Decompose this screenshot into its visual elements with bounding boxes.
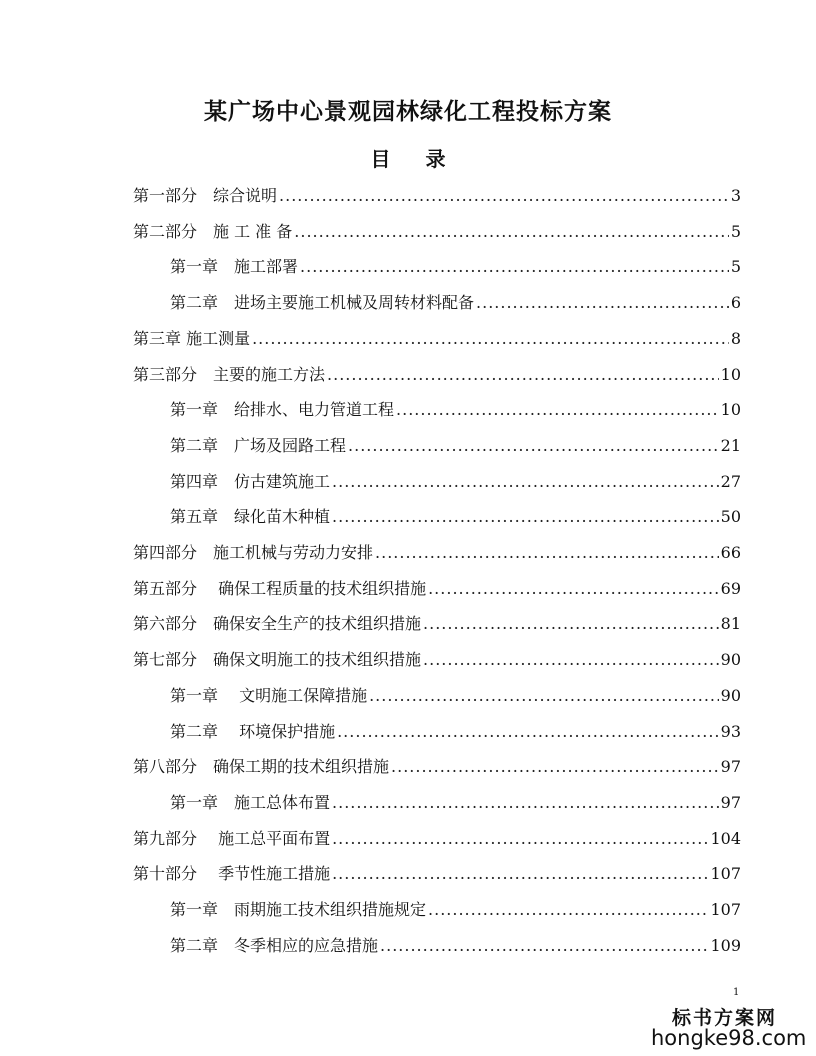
toc-entry-label: 第八部分 确保工期的技术组织措施 bbox=[133, 757, 390, 777]
watermark-site-name: 标书方案网 bbox=[672, 1007, 778, 1029]
toc-entry[interactable] bbox=[170, 398, 741, 422]
toc-entry[interactable] bbox=[170, 684, 741, 708]
toc-entry-page: 69 bbox=[720, 578, 741, 598]
toc-leader-dots bbox=[423, 648, 719, 672]
toc-entry-page: 27 bbox=[720, 471, 741, 491]
toc-leader-dots bbox=[396, 398, 719, 422]
toc-entry-label: 第四部分 施工机械与劳动力安排 bbox=[133, 543, 374, 562]
toc-heading: 目 录 bbox=[370, 147, 460, 171]
toc-entry[interactable] bbox=[133, 327, 741, 351]
toc-entry[interactable] bbox=[133, 648, 741, 672]
toc-leader-dots bbox=[348, 434, 719, 458]
toc-leader-dots bbox=[423, 612, 719, 636]
toc-leader-dots bbox=[327, 363, 719, 387]
toc-entry-label: 第一章 施工总体布置 bbox=[170, 792, 331, 812]
toc-entry[interactable] bbox=[133, 827, 741, 851]
toc-entry-label: 第三部分 主要的施工方法 bbox=[133, 364, 326, 384]
toc-entry[interactable] bbox=[170, 255, 741, 279]
toc-entry-label: 第二章 进场主要施工机械及周转材料配备 bbox=[170, 293, 475, 313]
toc-entry[interactable] bbox=[133, 220, 741, 244]
toc-entry-label: 第一章 雨期施工技术组织措施规定 bbox=[170, 900, 427, 919]
toc-entry-page: 21 bbox=[720, 435, 741, 455]
toc-entry-page: 93 bbox=[720, 721, 741, 741]
document-title: 某广场中心景观园林绿化工程投标方案 bbox=[204, 98, 612, 125]
toc-leader-dots bbox=[294, 220, 729, 244]
toc-entry-page: 90 bbox=[720, 650, 741, 670]
toc-entry[interactable] bbox=[133, 862, 741, 886]
toc-entry[interactable] bbox=[170, 470, 741, 494]
toc-entry-page: 107 bbox=[710, 900, 741, 919]
toc-leader-dots bbox=[428, 577, 719, 601]
toc-entry-label: 第一章 施工部署 bbox=[170, 257, 299, 277]
toc-entry-page: 8 bbox=[730, 328, 741, 348]
toc-entry-page: 81 bbox=[720, 614, 741, 634]
toc-entry[interactable] bbox=[170, 791, 741, 815]
toc-entry-page: 5 bbox=[730, 257, 741, 277]
toc-entry-label: 第二章 冬季相应的应急措施 bbox=[170, 935, 379, 955]
toc-entry[interactable] bbox=[170, 934, 741, 958]
toc-entry-page: 97 bbox=[720, 792, 741, 812]
toc-entry[interactable] bbox=[133, 541, 741, 565]
toc-entry[interactable] bbox=[133, 184, 741, 208]
toc-entry-page: 5 bbox=[730, 221, 741, 241]
toc-entry-page: 109 bbox=[710, 935, 741, 955]
toc-entry-page: 50 bbox=[720, 507, 741, 527]
toc-entry[interactable] bbox=[133, 612, 741, 636]
toc-entry[interactable] bbox=[170, 291, 741, 315]
toc-leader-dots bbox=[380, 934, 708, 958]
toc-entry-page: 97 bbox=[720, 757, 741, 777]
toc-leader-dots bbox=[332, 862, 708, 886]
toc-entry-label: 第五章 绿化苗木种植 bbox=[170, 507, 331, 527]
toc-leader-dots bbox=[332, 791, 719, 815]
toc-leader-dots bbox=[332, 827, 708, 851]
page-number: 1 bbox=[733, 987, 740, 998]
toc-entry-label: 第一章 给排水、电力管道工程 bbox=[170, 400, 395, 420]
toc-entry-page: 104 bbox=[710, 828, 741, 848]
toc-leader-dots bbox=[428, 898, 708, 922]
toc-entry[interactable] bbox=[170, 434, 741, 458]
toc-leader-dots bbox=[476, 291, 729, 315]
toc-entry-label: 第五部分 确保工程质量的技术组织措施 bbox=[133, 578, 427, 598]
toc-entry-page: 66 bbox=[720, 543, 741, 562]
toc-entry-page: 107 bbox=[710, 864, 741, 884]
toc-entry-label: 第十部分 季节性施工措施 bbox=[133, 864, 331, 884]
toc-leader-dots bbox=[300, 255, 729, 279]
toc-entry-page: 3 bbox=[730, 186, 741, 205]
toc-leader-dots bbox=[337, 720, 719, 744]
toc-leader-dots bbox=[332, 505, 719, 529]
toc-entry[interactable] bbox=[170, 505, 741, 529]
toc-entry[interactable] bbox=[170, 898, 741, 922]
toc-entry[interactable] bbox=[133, 363, 741, 387]
toc-entry-label: 第三章 施工测量 bbox=[133, 328, 251, 348]
toc-entry-label: 第二部分 施 工 准 备 bbox=[133, 221, 293, 241]
toc-leader-dots bbox=[279, 184, 729, 208]
toc-entry-label: 第二章 广场及园路工程 bbox=[170, 435, 347, 455]
toc-entry-label: 第九部分 施工总平面布置 bbox=[133, 828, 331, 848]
toc-entry-label: 第七部分 确保文明施工的技术组织措施 bbox=[133, 650, 422, 670]
toc-entry-label: 第一章 文明施工保障措施 bbox=[170, 685, 368, 705]
toc-entry[interactable] bbox=[133, 577, 741, 601]
toc-entry-page: 10 bbox=[720, 400, 741, 420]
toc-entry-page: 6 bbox=[730, 293, 741, 313]
toc-leader-dots bbox=[332, 470, 719, 494]
toc-entry-label: 第六部分 确保安全生产的技术组织措施 bbox=[133, 614, 422, 634]
toc-leader-dots bbox=[252, 327, 729, 351]
toc-entry-page: 10 bbox=[720, 364, 741, 384]
toc-leader-dots bbox=[369, 684, 719, 708]
toc-entry[interactable] bbox=[133, 755, 741, 779]
toc-entry-page: 90 bbox=[720, 685, 741, 705]
toc-entry-label: 第四章 仿古建筑施工 bbox=[170, 471, 331, 491]
toc-entry-label: 第一部分 综合说明 bbox=[133, 186, 278, 205]
toc-entry-label: 第二章 环境保护措施 bbox=[170, 721, 336, 741]
toc-leader-dots bbox=[375, 541, 719, 565]
toc-entry[interactable] bbox=[170, 720, 741, 744]
toc-leader-dots bbox=[391, 755, 719, 779]
watermark-url: hongke98.com bbox=[651, 1026, 807, 1050]
